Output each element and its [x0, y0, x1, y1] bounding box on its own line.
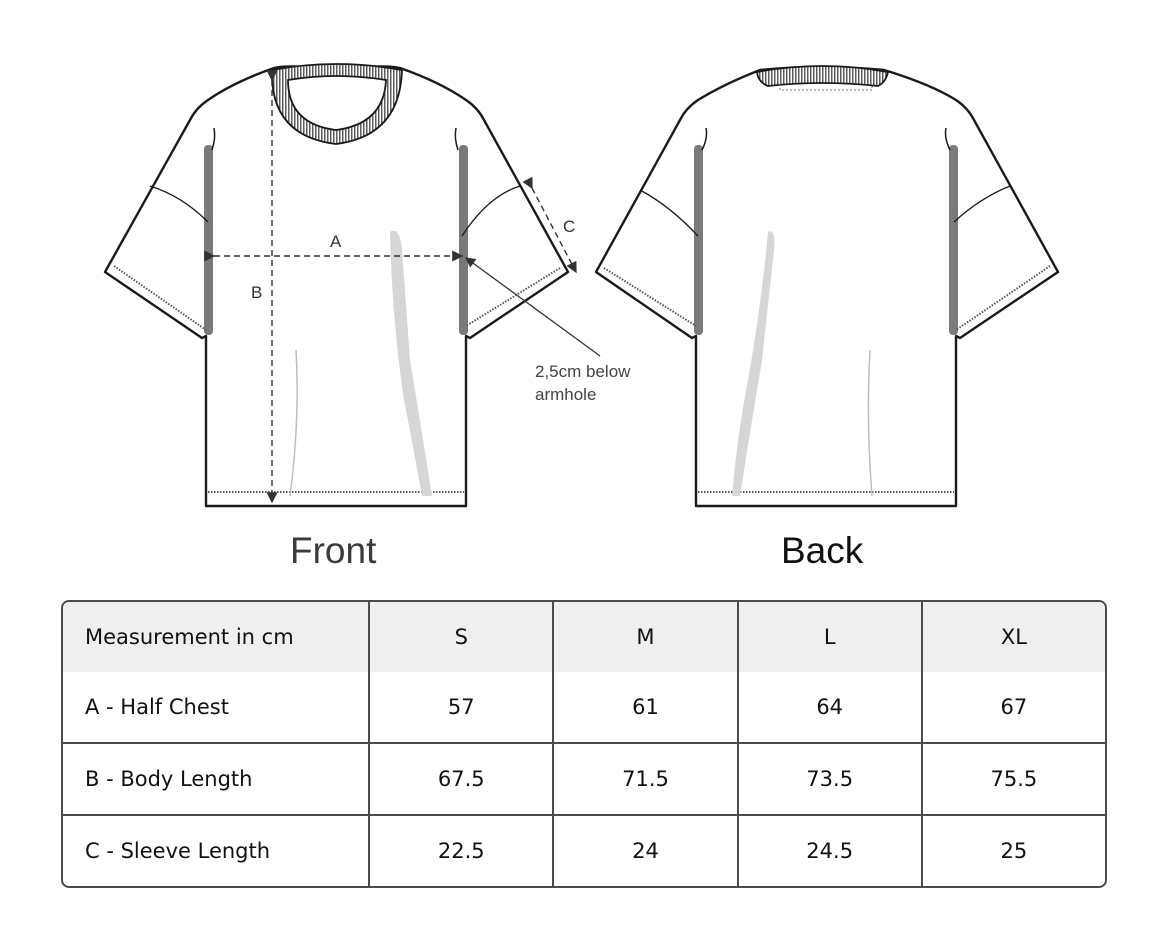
table-cell: 61: [554, 672, 738, 744]
row-label-body-length: B - Body Length: [63, 744, 370, 816]
header-size-m: M: [554, 602, 738, 672]
table-cell: 75.5: [923, 744, 1105, 816]
back-tshirt: [596, 66, 1058, 506]
table-cell: 22.5: [370, 816, 554, 886]
header-size-xl: XL: [923, 602, 1105, 672]
row-label-half-chest: A - Half Chest: [63, 672, 370, 744]
header-measurement: Measurement in cm: [63, 602, 370, 672]
table-cell: 71.5: [554, 744, 738, 816]
table-cell: 57: [370, 672, 554, 744]
back-view-label: Back: [781, 530, 864, 571]
front-tshirt: [105, 64, 568, 506]
measure-b-label: B: [251, 283, 263, 302]
back-right-side-shade: [949, 145, 958, 335]
table-cell: 25: [1000, 839, 1028, 863]
table-cell: 67: [923, 672, 1105, 744]
back-body-outline: [596, 67, 1058, 506]
row-label-sleeve-length: C - Sleeve Length: [63, 816, 370, 886]
back-left-side-shade: [694, 145, 703, 335]
table-header-row: [63, 602, 1105, 672]
table-row: [63, 672, 1105, 744]
front-view-label: Front: [290, 530, 377, 571]
front-right-side-shade: [459, 145, 468, 335]
armhole-note-line1: 2,5cm below: [535, 362, 631, 381]
header-size-l: L: [739, 602, 923, 672]
table-cell: 67.5: [370, 744, 554, 816]
table-cell: 73.5: [739, 744, 923, 816]
table-row: [63, 816, 1105, 886]
armhole-note-line2: armhole: [535, 385, 597, 404]
back-collar-rib: [757, 66, 888, 86]
header-size-s: S: [370, 602, 554, 672]
table-cell: 24.5: [739, 816, 923, 886]
measure-c-label: C: [563, 217, 576, 236]
table-cell: 64: [739, 672, 923, 744]
front-left-side-shade: [204, 145, 213, 335]
size-chart-table: [61, 600, 1107, 888]
table-cell: 24: [554, 816, 738, 886]
table-row: [63, 744, 1105, 816]
measure-a-label: A: [330, 232, 342, 251]
